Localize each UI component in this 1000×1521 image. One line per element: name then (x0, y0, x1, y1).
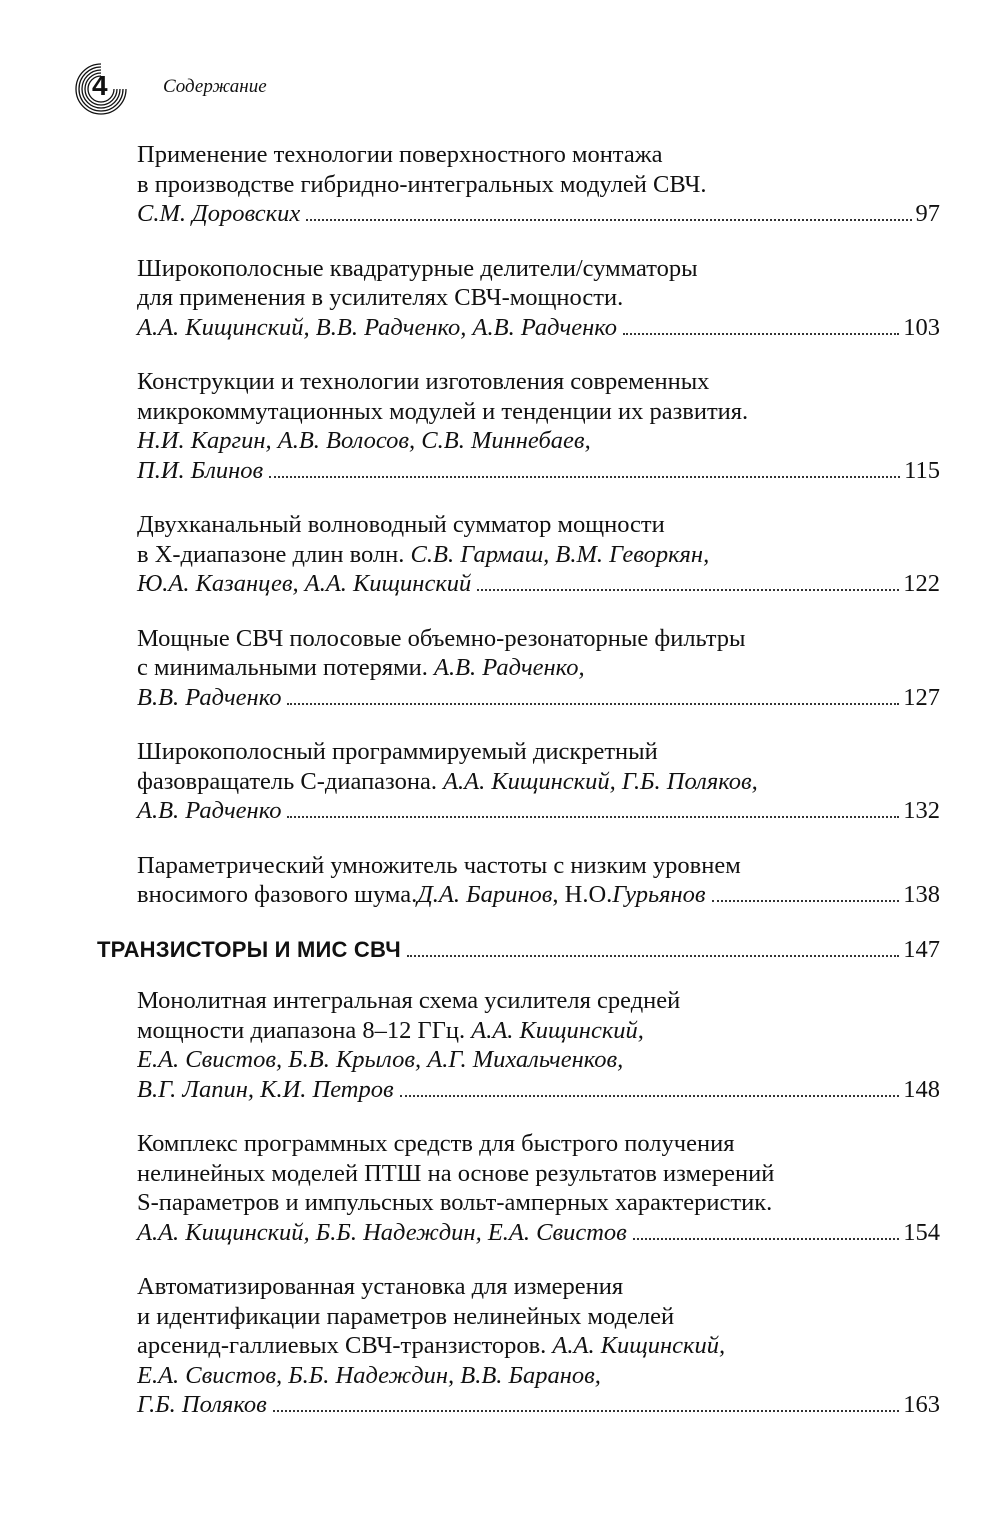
table-of-contents (97, 140, 940, 1445)
entry-title-part: фазовращатель С-диапазона. (137, 767, 444, 795)
entry-title-line: Конструкции и технологии изготовления современных (137, 368, 710, 395)
entry-page: 122 (903, 570, 940, 597)
entry-title-line: Автоматизированная установка для измерения (137, 1273, 624, 1300)
entry-title-line: Применение технологии поверхностного монтажа (137, 141, 663, 168)
dot-leader (273, 1410, 900, 1412)
entry-authors-sep: , Н.О. (552, 881, 613, 908)
toc-entry (97, 254, 940, 343)
entry-authors-part: А.А. Кищинский, (471, 1016, 644, 1044)
entry-title-line: и идентификации параметров нелинейных моделей (137, 1302, 675, 1330)
entry-title-line: микрокоммутационных модулей и тенденции их развития. (137, 397, 749, 425)
entry-authors: В.В. Радченко (137, 683, 282, 711)
dot-leader (477, 589, 899, 591)
entry-title-line: в производстве гибридно-интегральных модулей СВЧ. (137, 170, 707, 198)
entry-authors-part: А.А. Кищинский, Г.Б. Поляков, (443, 767, 758, 795)
entry-page: 115 (904, 456, 940, 484)
entry-authors-part: А.В. Радченко, (433, 654, 585, 681)
entry-title-part: с минимальными потерями. (137, 654, 434, 681)
section-heading (97, 935, 940, 965)
entry-title-line: Широкополосный программируемый дискретный (137, 738, 658, 765)
toc-entry (97, 1272, 940, 1420)
entry-title-line: Монолитная интегральная схема усилителя средней (137, 987, 681, 1014)
entry-authors: П.И. Блинов (137, 456, 264, 484)
entry-authors: А.А. Кищинский, В.В. Радченко, А.В. Радченко (137, 313, 618, 341)
toc-entry (97, 624, 940, 713)
dot-leader (306, 219, 911, 221)
entry-authors: Г.Б. Поляков (137, 1391, 267, 1418)
dot-leader (712, 900, 900, 902)
entry-title-part: в Х-диапазоне длин волн. (137, 540, 411, 568)
entry-authors-part: С.В. Гармаш, В.М. Геворкян, (410, 540, 710, 568)
entry-authors-part: А.А. Кищинский, (552, 1332, 726, 1359)
entry-title-line: Комплекс программных средств для быстрого получения (137, 1130, 735, 1157)
entry-page: 154 (903, 1218, 940, 1246)
entry-title-line: нелинейных моделей ПТШ на основе результатов измерений (137, 1159, 775, 1187)
entry-title-line: S-параметров и импульсных вольт-амперных характеристик. (137, 1189, 773, 1216)
dot-leader (287, 816, 899, 818)
page-number: 4 (92, 70, 108, 101)
toc-entry (97, 140, 940, 229)
dot-leader (623, 333, 899, 335)
entry-title-part: вносимого фазового шума. (137, 881, 418, 908)
toc-entry (97, 851, 940, 910)
entry-page: 97 (915, 200, 940, 227)
entry-authors-line: Е.А. Свистов, Б.Б. Надеждин, В.В. Баранов, (137, 1361, 601, 1389)
dot-leader (407, 955, 899, 957)
entry-page: 127 (903, 683, 940, 711)
section-page: 147 (903, 935, 940, 963)
entry-authors-line: Е.А. Свистов, Б.В. Крылов, А.Г. Михальченков, (137, 1046, 624, 1073)
entry-title-line: Двухканальный волноводный сумматор мощности (137, 511, 665, 538)
entry-title-line: Мощные СВЧ полосовые объемно-резонаторные фильтры (137, 624, 746, 652)
entry-authors-part: Гурьянов (612, 881, 706, 908)
entry-authors: Ю.А. Казанцев, А.А. Кищинский (137, 570, 472, 597)
entry-authors-part: Д.А. Баринов (417, 881, 553, 908)
entry-title-line: Широкополосные квадратурные делители/сумматоры (137, 254, 698, 282)
toc-entry (97, 1129, 940, 1247)
entry-page: 148 (903, 1075, 940, 1103)
entry-authors: А.В. Радченко (137, 797, 282, 824)
entry-page: 103 (903, 313, 940, 341)
entry-authors: В.Г. Лапин, К.И. Петров (137, 1075, 394, 1103)
dot-leader (633, 1238, 899, 1240)
entry-title-part: мощности диапазона 8–12 ГГц. (137, 1016, 472, 1044)
entry-page: 163 (903, 1391, 940, 1418)
entry-title-line: Параметрический умножитель частоты с низким уровнем (137, 851, 741, 879)
entry-title-part: арсенид-галлиевых СВЧ-транзисторов. (137, 1332, 553, 1359)
toc-entry (97, 367, 940, 485)
toc-entry (97, 510, 940, 599)
dot-leader (400, 1095, 900, 1097)
running-title: Содержание (163, 76, 267, 97)
toc-entry (97, 986, 940, 1104)
page-header (70, 58, 930, 118)
entry-authors: С.М. Доровских (137, 200, 301, 227)
entry-page: 138 (903, 881, 940, 908)
entry-page: 132 (903, 797, 940, 824)
entry-title-line: для применения в усилителях СВЧ-мощности. (137, 284, 624, 311)
section-title: ТРАНЗИСТОРЫ И МИС СВЧ (97, 936, 401, 962)
entry-authors-line: Н.И. Каргин, А.В. Волосов, С.В. Миннебаев, (137, 427, 591, 454)
dot-leader (287, 703, 899, 705)
entry-authors: А.А. Кищинский, Б.Б. Надеждин, Е.А. Свистов (137, 1218, 627, 1246)
toc-entry (97, 737, 940, 826)
dot-leader (269, 476, 900, 478)
